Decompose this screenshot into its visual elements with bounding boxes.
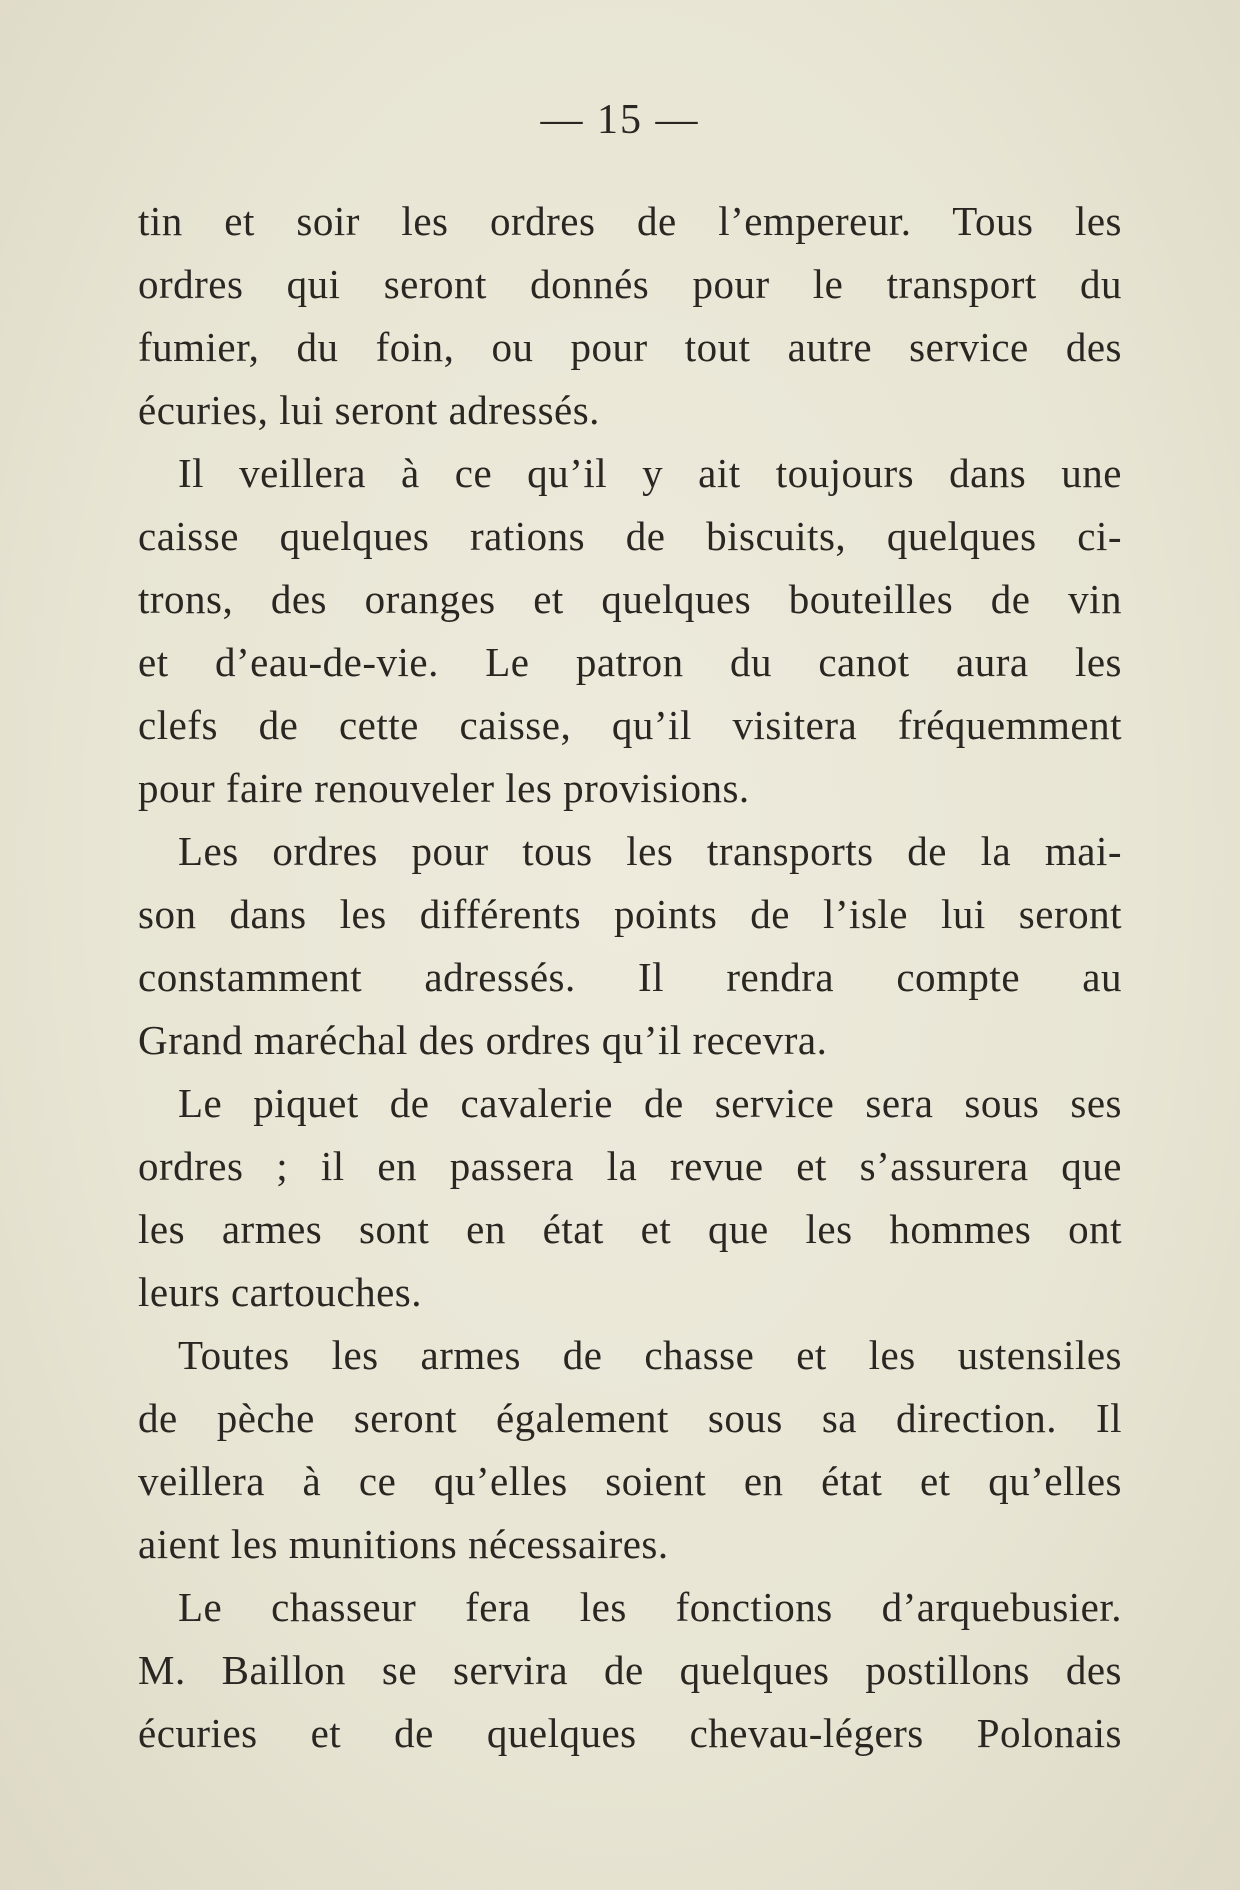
text-line: écuries, lui seront adressés.	[138, 387, 600, 433]
body-text	[138, 190, 1122, 1765]
text-line: tin et soir les ordres de l’empereur. Tous les	[138, 198, 1122, 244]
text-line: Le chasseur fera les fonctions d’arquebusier.	[178, 1584, 1122, 1630]
text-line: pour faire renouveler les provisions.	[138, 765, 750, 811]
page-number: — 15 —	[540, 97, 700, 143]
text-line: ordres qui seront donnés pour le transport du	[138, 261, 1122, 307]
text-line: fumier, du foin, ou pour tout autre service des	[138, 324, 1122, 370]
text-line: leurs cartouches.	[138, 1269, 422, 1315]
text-line: Les ordres pour tous les transports de la mai-	[178, 828, 1122, 874]
text-line: veillera à ce qu’elles soient en état et qu’elles	[138, 1458, 1122, 1504]
text-line: écuries et de quelques chevau-légers Polonais	[138, 1710, 1122, 1756]
text-line: trons, des oranges et quelques bouteilles de vin	[138, 576, 1122, 622]
text-line: aient les munitions nécessaires.	[138, 1521, 669, 1567]
text-line: son dans les différents points de l’isle lui seront	[138, 891, 1122, 937]
text-line: Il veillera à ce qu’il y ait toujours dans une	[178, 450, 1122, 496]
text-line: de pèche seront également sous sa direction. Il	[138, 1395, 1122, 1441]
text-line: ordres ; il en passera la revue et s’assurera que	[138, 1143, 1122, 1189]
text-line: Toutes les armes de chasse et les ustensiles	[178, 1332, 1122, 1378]
text-line: clefs de cette caisse, qu’il visitera fréquemment	[138, 702, 1122, 748]
text-line: caisse quelques rations de biscuits, quelques ci-	[138, 513, 1122, 559]
text-line: Le piquet de cavalerie de service sera sous ses	[178, 1080, 1122, 1126]
text-line: Grand maréchal des ordres qu’il recevra.	[138, 1017, 828, 1063]
text-line: constamment adressés. Il rendra compte au	[138, 954, 1122, 1000]
text-line: M. Baillon se servira de quelques postillons des	[138, 1647, 1122, 1693]
text-line: et d’eau-de-vie. Le patron du canot aura les	[138, 639, 1122, 685]
text-line: les armes sont en état et que les hommes ont	[138, 1206, 1122, 1252]
